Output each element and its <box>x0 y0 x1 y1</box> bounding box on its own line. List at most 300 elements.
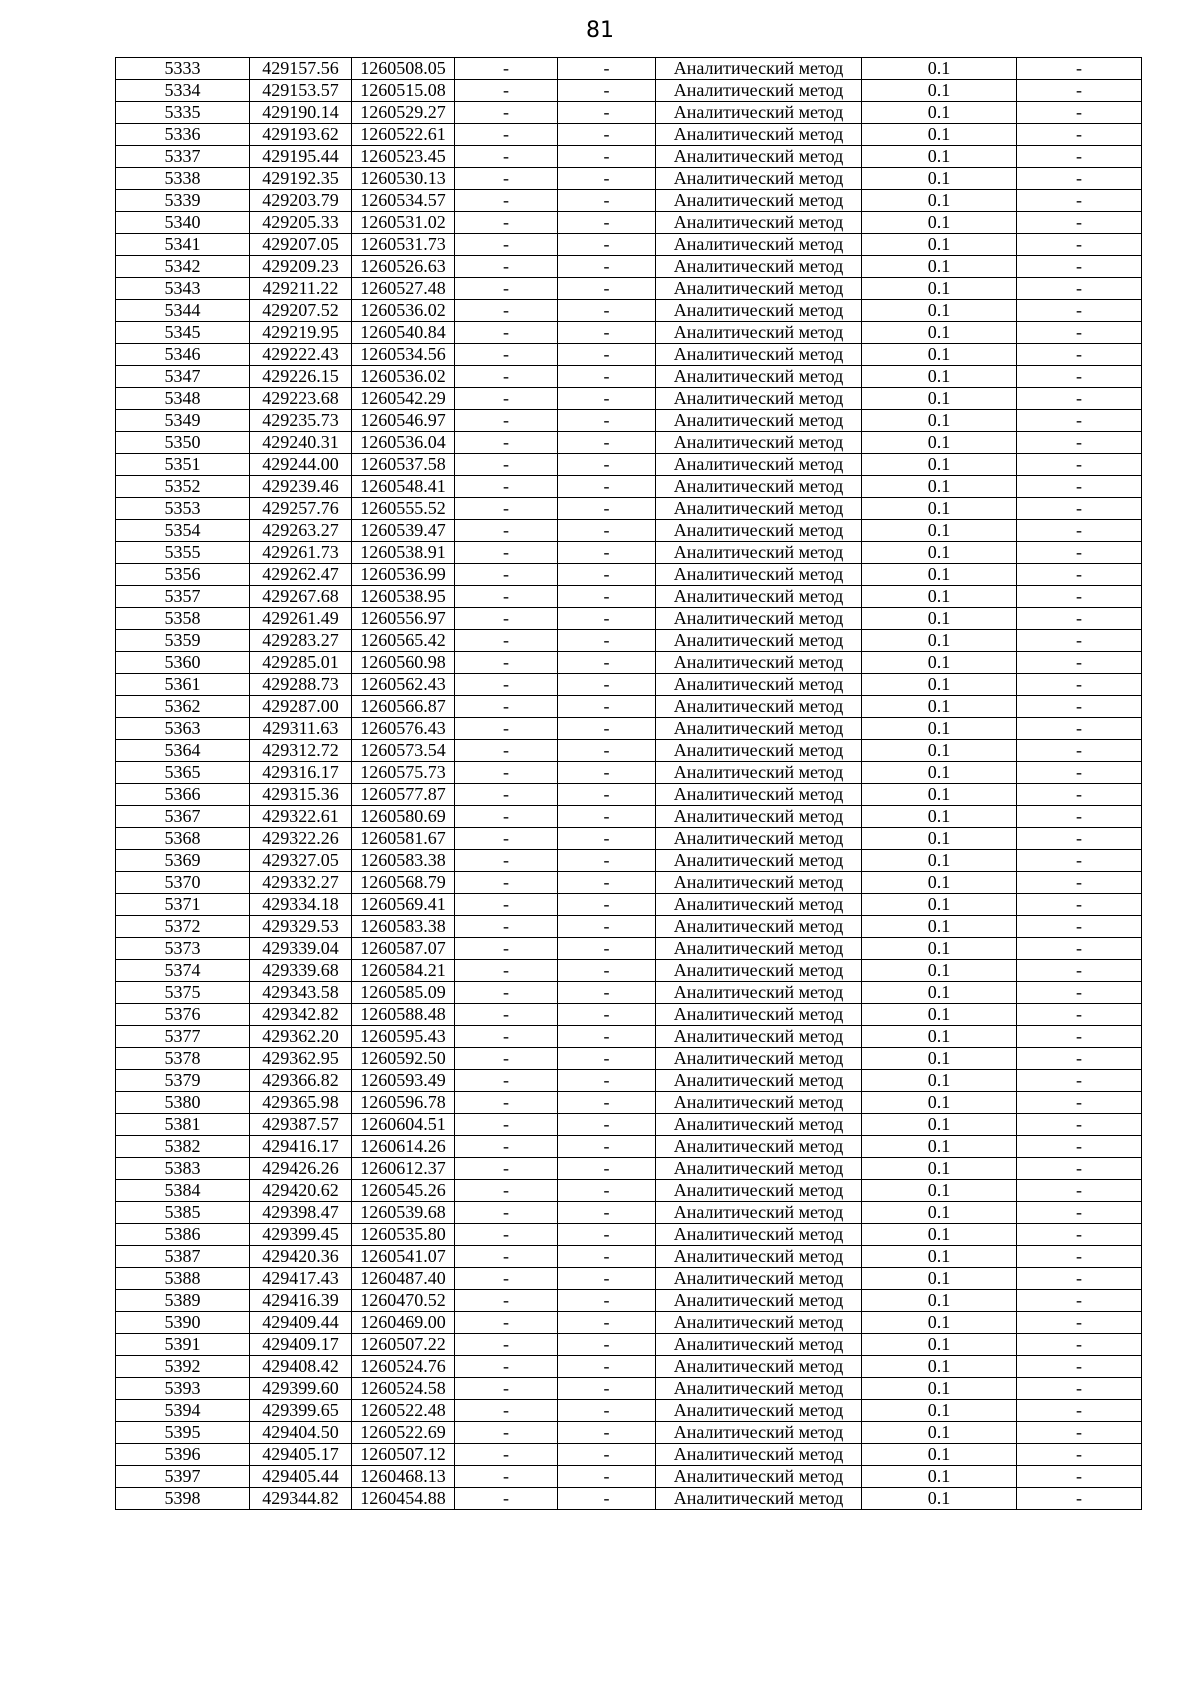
accuracy-cell: 0.1 <box>862 1004 1017 1026</box>
x-coordinate-cell: 429420.62 <box>250 1180 352 1202</box>
accuracy-cell: 0.1 <box>862 960 1017 982</box>
method-cell: Аналитический метод <box>656 1202 862 1224</box>
method-cell: Аналитический метод <box>656 586 862 608</box>
accuracy-cell: 0.1 <box>862 1246 1017 1268</box>
dash-cell: - <box>558 410 656 432</box>
dash-cell: - <box>558 762 656 784</box>
point-number-cell: 5362 <box>116 696 250 718</box>
point-number-cell: 5348 <box>116 388 250 410</box>
x-coordinate-cell: 429405.44 <box>250 1466 352 1488</box>
table-row <box>116 762 1142 784</box>
dash-cell: - <box>455 1378 558 1400</box>
x-coordinate-cell: 429153.57 <box>250 80 352 102</box>
method-cell: Аналитический метод <box>656 630 862 652</box>
dash-cell: - <box>455 542 558 564</box>
accuracy-cell: 0.1 <box>862 696 1017 718</box>
method-cell: Аналитический метод <box>656 718 862 740</box>
dash-cell: - <box>558 1444 656 1466</box>
point-number-cell: 5372 <box>116 916 250 938</box>
method-cell: Аналитический метод <box>656 1312 862 1334</box>
y-coordinate-cell: 1260612.37 <box>352 1158 455 1180</box>
point-number-cell: 5349 <box>116 410 250 432</box>
point-number-cell: 5386 <box>116 1224 250 1246</box>
dash-cell: - <box>1017 1202 1142 1224</box>
table-row <box>116 102 1142 124</box>
dash-cell: - <box>455 190 558 212</box>
method-cell: Аналитический метод <box>656 652 862 674</box>
point-number-cell: 5383 <box>116 1158 250 1180</box>
y-coordinate-cell: 1260536.04 <box>352 432 455 454</box>
point-number-cell: 5395 <box>116 1422 250 1444</box>
dash-cell: - <box>455 256 558 278</box>
table-row <box>116 916 1142 938</box>
dash-cell: - <box>455 564 558 586</box>
method-cell: Аналитический метод <box>656 806 862 828</box>
dash-cell: - <box>1017 1048 1142 1070</box>
accuracy-cell: 0.1 <box>862 1356 1017 1378</box>
dash-cell: - <box>558 1180 656 1202</box>
table-row <box>116 828 1142 850</box>
dash-cell: - <box>558 124 656 146</box>
point-number-cell: 5364 <box>116 740 250 762</box>
y-coordinate-cell: 1260593.49 <box>352 1070 455 1092</box>
dash-cell: - <box>1017 1290 1142 1312</box>
point-number-cell: 5371 <box>116 894 250 916</box>
x-coordinate-cell: 429362.95 <box>250 1048 352 1070</box>
method-cell: Аналитический метод <box>656 1180 862 1202</box>
dash-cell: - <box>1017 982 1142 1004</box>
accuracy-cell: 0.1 <box>862 828 1017 850</box>
table-row <box>116 960 1142 982</box>
point-number-cell: 5354 <box>116 520 250 542</box>
dash-cell: - <box>1017 1312 1142 1334</box>
point-number-cell: 5384 <box>116 1180 250 1202</box>
method-cell: Аналитический метод <box>656 102 862 124</box>
table-row <box>116 542 1142 564</box>
accuracy-cell: 0.1 <box>862 762 1017 784</box>
dash-cell: - <box>558 1004 656 1026</box>
x-coordinate-cell: 429267.68 <box>250 586 352 608</box>
y-coordinate-cell: 1260539.47 <box>352 520 455 542</box>
dash-cell: - <box>455 1202 558 1224</box>
dash-cell: - <box>455 80 558 102</box>
table-row <box>116 1312 1142 1334</box>
accuracy-cell: 0.1 <box>862 256 1017 278</box>
x-coordinate-cell: 429209.23 <box>250 256 352 278</box>
accuracy-cell: 0.1 <box>862 1312 1017 1334</box>
dash-cell: - <box>558 586 656 608</box>
dash-cell: - <box>455 58 558 80</box>
dash-cell: - <box>558 322 656 344</box>
dash-cell: - <box>1017 784 1142 806</box>
dash-cell: - <box>1017 1092 1142 1114</box>
method-cell: Аналитический метод <box>656 1004 862 1026</box>
method-cell: Аналитический метод <box>656 520 862 542</box>
point-number-cell: 5368 <box>116 828 250 850</box>
dash-cell: - <box>1017 696 1142 718</box>
dash-cell: - <box>455 652 558 674</box>
dash-cell: - <box>1017 278 1142 300</box>
dash-cell: - <box>1017 366 1142 388</box>
dash-cell: - <box>1017 718 1142 740</box>
y-coordinate-cell: 1260538.91 <box>352 542 455 564</box>
dash-cell: - <box>558 432 656 454</box>
dash-cell: - <box>455 366 558 388</box>
method-cell: Аналитический метод <box>656 58 862 80</box>
y-coordinate-cell: 1260560.98 <box>352 652 455 674</box>
accuracy-cell: 0.1 <box>862 1400 1017 1422</box>
dash-cell: - <box>558 1400 656 1422</box>
table-row <box>116 1136 1142 1158</box>
y-coordinate-cell: 1260534.57 <box>352 190 455 212</box>
dash-cell: - <box>455 322 558 344</box>
table-row <box>116 894 1142 916</box>
y-coordinate-cell: 1260555.52 <box>352 498 455 520</box>
y-coordinate-cell: 1260583.38 <box>352 916 455 938</box>
point-number-cell: 5377 <box>116 1026 250 1048</box>
dash-cell: - <box>1017 80 1142 102</box>
table-row <box>116 696 1142 718</box>
point-number-cell: 5343 <box>116 278 250 300</box>
dash-cell: - <box>455 300 558 322</box>
method-cell: Аналитический метод <box>656 850 862 872</box>
x-coordinate-cell: 429417.43 <box>250 1268 352 1290</box>
x-coordinate-cell: 429192.35 <box>250 168 352 190</box>
method-cell: Аналитический метод <box>656 1158 862 1180</box>
dash-cell: - <box>455 1092 558 1114</box>
table-row <box>116 322 1142 344</box>
point-number-cell: 5344 <box>116 300 250 322</box>
y-coordinate-cell: 1260614.26 <box>352 1136 455 1158</box>
dash-cell: - <box>455 674 558 696</box>
dash-cell: - <box>1017 1114 1142 1136</box>
x-coordinate-cell: 429222.43 <box>250 344 352 366</box>
table-row <box>116 234 1142 256</box>
point-number-cell: 5346 <box>116 344 250 366</box>
x-coordinate-cell: 429283.27 <box>250 630 352 652</box>
point-number-cell: 5360 <box>116 652 250 674</box>
dash-cell: - <box>1017 1488 1142 1510</box>
dash-cell: - <box>558 938 656 960</box>
dash-cell: - <box>1017 102 1142 124</box>
accuracy-cell: 0.1 <box>862 190 1017 212</box>
coordinates-table <box>115 57 1142 1510</box>
accuracy-cell: 0.1 <box>862 850 1017 872</box>
y-coordinate-cell: 1260524.58 <box>352 1378 455 1400</box>
point-number-cell: 5357 <box>116 586 250 608</box>
dash-cell: - <box>1017 322 1142 344</box>
table-row <box>116 872 1142 894</box>
method-cell: Аналитический метод <box>656 542 862 564</box>
point-number-cell: 5397 <box>116 1466 250 1488</box>
dash-cell: - <box>558 1246 656 1268</box>
point-number-cell: 5366 <box>116 784 250 806</box>
dash-cell: - <box>1017 212 1142 234</box>
table-row <box>116 982 1142 1004</box>
dash-cell: - <box>558 872 656 894</box>
dash-cell: - <box>1017 542 1142 564</box>
dash-cell: - <box>1017 234 1142 256</box>
method-cell: Аналитический метод <box>656 234 862 256</box>
dash-cell: - <box>558 256 656 278</box>
accuracy-cell: 0.1 <box>862 520 1017 542</box>
accuracy-cell: 0.1 <box>862 608 1017 630</box>
table-row <box>116 1444 1142 1466</box>
dash-cell: - <box>558 1092 656 1114</box>
y-coordinate-cell: 1260531.73 <box>352 234 455 256</box>
x-coordinate-cell: 429404.50 <box>250 1422 352 1444</box>
method-cell: Аналитический метод <box>656 828 862 850</box>
table-row <box>116 718 1142 740</box>
method-cell: Аналитический метод <box>656 300 862 322</box>
table-row <box>116 366 1142 388</box>
table-row <box>116 1246 1142 1268</box>
dash-cell: - <box>1017 1334 1142 1356</box>
y-coordinate-cell: 1260596.78 <box>352 1092 455 1114</box>
dash-cell: - <box>558 1268 656 1290</box>
dash-cell: - <box>558 58 656 80</box>
accuracy-cell: 0.1 <box>862 212 1017 234</box>
y-coordinate-cell: 1260568.79 <box>352 872 455 894</box>
dash-cell: - <box>455 1158 558 1180</box>
dash-cell: - <box>1017 1180 1142 1202</box>
table-row <box>116 212 1142 234</box>
y-coordinate-cell: 1260562.43 <box>352 674 455 696</box>
y-coordinate-cell: 1260588.48 <box>352 1004 455 1026</box>
table-row <box>116 58 1142 80</box>
dash-cell: - <box>558 1114 656 1136</box>
y-coordinate-cell: 1260531.02 <box>352 212 455 234</box>
y-coordinate-cell: 1260540.84 <box>352 322 455 344</box>
table-row <box>116 1114 1142 1136</box>
dash-cell: - <box>455 498 558 520</box>
dash-cell: - <box>1017 1422 1142 1444</box>
point-number-cell: 5342 <box>116 256 250 278</box>
table-row <box>116 1290 1142 1312</box>
table-row <box>116 454 1142 476</box>
y-coordinate-cell: 1260556.97 <box>352 608 455 630</box>
y-coordinate-cell: 1260581.67 <box>352 828 455 850</box>
dash-cell: - <box>1017 432 1142 454</box>
x-coordinate-cell: 429190.14 <box>250 102 352 124</box>
method-cell: Аналитический метод <box>656 168 862 190</box>
point-number-cell: 5388 <box>116 1268 250 1290</box>
table-row <box>116 1070 1142 1092</box>
y-coordinate-cell: 1260470.52 <box>352 1290 455 1312</box>
dash-cell: - <box>455 1400 558 1422</box>
y-coordinate-cell: 1260539.68 <box>352 1202 455 1224</box>
x-coordinate-cell: 429405.17 <box>250 1444 352 1466</box>
point-number-cell: 5378 <box>116 1048 250 1070</box>
dash-cell: - <box>1017 1466 1142 1488</box>
dash-cell: - <box>1017 498 1142 520</box>
dash-cell: - <box>1017 146 1142 168</box>
x-coordinate-cell: 429316.17 <box>250 762 352 784</box>
dash-cell: - <box>558 212 656 234</box>
dash-cell: - <box>455 1180 558 1202</box>
dash-cell: - <box>558 1334 656 1356</box>
dash-cell: - <box>558 520 656 542</box>
accuracy-cell: 0.1 <box>862 586 1017 608</box>
table-row <box>116 80 1142 102</box>
x-coordinate-cell: 429207.52 <box>250 300 352 322</box>
y-coordinate-cell: 1260523.45 <box>352 146 455 168</box>
dash-cell: - <box>455 1466 558 1488</box>
method-cell: Аналитический метод <box>656 1136 862 1158</box>
x-coordinate-cell: 429420.36 <box>250 1246 352 1268</box>
point-number-cell: 5387 <box>116 1246 250 1268</box>
dash-cell: - <box>455 454 558 476</box>
table-row <box>116 1400 1142 1422</box>
x-coordinate-cell: 429344.82 <box>250 1488 352 1510</box>
dash-cell: - <box>558 1224 656 1246</box>
table-row <box>116 190 1142 212</box>
method-cell: Аналитический метод <box>656 278 862 300</box>
dash-cell: - <box>1017 124 1142 146</box>
dash-cell: - <box>558 190 656 212</box>
y-coordinate-cell: 1260526.63 <box>352 256 455 278</box>
dash-cell: - <box>558 300 656 322</box>
accuracy-cell: 0.1 <box>862 476 1017 498</box>
dash-cell: - <box>1017 740 1142 762</box>
y-coordinate-cell: 1260530.13 <box>352 168 455 190</box>
accuracy-cell: 0.1 <box>862 278 1017 300</box>
dash-cell: - <box>455 234 558 256</box>
method-cell: Аналитический метод <box>656 1356 862 1378</box>
point-number-cell: 5338 <box>116 168 250 190</box>
point-number-cell: 5393 <box>116 1378 250 1400</box>
dash-cell: - <box>455 916 558 938</box>
accuracy-cell: 0.1 <box>862 872 1017 894</box>
point-number-cell: 5369 <box>116 850 250 872</box>
point-number-cell: 5363 <box>116 718 250 740</box>
y-coordinate-cell: 1260542.29 <box>352 388 455 410</box>
accuracy-cell: 0.1 <box>862 1290 1017 1312</box>
x-coordinate-cell: 429387.57 <box>250 1114 352 1136</box>
table-row <box>116 630 1142 652</box>
y-coordinate-cell: 1260507.12 <box>352 1444 455 1466</box>
table-row <box>116 256 1142 278</box>
accuracy-cell: 0.1 <box>862 740 1017 762</box>
dash-cell: - <box>1017 344 1142 366</box>
point-number-cell: 5381 <box>116 1114 250 1136</box>
dash-cell: - <box>558 366 656 388</box>
dash-cell: - <box>1017 58 1142 80</box>
x-coordinate-cell: 429239.46 <box>250 476 352 498</box>
point-number-cell: 5396 <box>116 1444 250 1466</box>
table-row <box>116 344 1142 366</box>
accuracy-cell: 0.1 <box>862 652 1017 674</box>
dash-cell: - <box>455 1422 558 1444</box>
x-coordinate-cell: 429235.73 <box>250 410 352 432</box>
point-number-cell: 5376 <box>116 1004 250 1026</box>
point-number-cell: 5356 <box>116 564 250 586</box>
dash-cell: - <box>455 982 558 1004</box>
method-cell: Аналитический метод <box>656 1026 862 1048</box>
dash-cell: - <box>558 476 656 498</box>
point-number-cell: 5355 <box>116 542 250 564</box>
table-row <box>116 1180 1142 1202</box>
dash-cell: - <box>1017 1070 1142 1092</box>
dash-cell: - <box>455 124 558 146</box>
dash-cell: - <box>558 1488 656 1510</box>
method-cell: Аналитический метод <box>656 124 862 146</box>
point-number-cell: 5337 <box>116 146 250 168</box>
dash-cell: - <box>1017 916 1142 938</box>
dash-cell: - <box>558 1378 656 1400</box>
dash-cell: - <box>455 960 558 982</box>
x-coordinate-cell: 429399.60 <box>250 1378 352 1400</box>
point-number-cell: 5340 <box>116 212 250 234</box>
y-coordinate-cell: 1260524.76 <box>352 1356 455 1378</box>
accuracy-cell: 0.1 <box>862 454 1017 476</box>
accuracy-cell: 0.1 <box>862 1202 1017 1224</box>
method-cell: Аналитический метод <box>656 366 862 388</box>
dash-cell: - <box>558 1356 656 1378</box>
accuracy-cell: 0.1 <box>862 366 1017 388</box>
table-row <box>116 1488 1142 1510</box>
accuracy-cell: 0.1 <box>862 1378 1017 1400</box>
y-coordinate-cell: 1260522.48 <box>352 1400 455 1422</box>
accuracy-cell: 0.1 <box>862 806 1017 828</box>
dash-cell: - <box>558 1048 656 1070</box>
dash-cell: - <box>558 784 656 806</box>
table-row <box>116 608 1142 630</box>
dash-cell: - <box>455 630 558 652</box>
dash-cell: - <box>1017 1136 1142 1158</box>
dash-cell: - <box>558 608 656 630</box>
method-cell: Аналитический метод <box>656 432 862 454</box>
x-coordinate-cell: 429207.05 <box>250 234 352 256</box>
accuracy-cell: 0.1 <box>862 1136 1017 1158</box>
x-coordinate-cell: 429157.56 <box>250 58 352 80</box>
y-coordinate-cell: 1260541.07 <box>352 1246 455 1268</box>
table-row <box>116 674 1142 696</box>
x-coordinate-cell: 429223.68 <box>250 388 352 410</box>
table-row <box>116 1004 1142 1026</box>
y-coordinate-cell: 1260527.48 <box>352 278 455 300</box>
accuracy-cell: 0.1 <box>862 1268 1017 1290</box>
dash-cell: - <box>455 894 558 916</box>
method-cell: Аналитический метод <box>656 762 862 784</box>
method-cell: Аналитический метод <box>656 872 862 894</box>
accuracy-cell: 0.1 <box>862 1070 1017 1092</box>
dash-cell: - <box>558 652 656 674</box>
y-coordinate-cell: 1260584.21 <box>352 960 455 982</box>
dash-cell: - <box>1017 1246 1142 1268</box>
dash-cell: - <box>558 718 656 740</box>
x-coordinate-cell: 429339.68 <box>250 960 352 982</box>
x-coordinate-cell: 429322.26 <box>250 828 352 850</box>
accuracy-cell: 0.1 <box>862 1488 1017 1510</box>
y-coordinate-cell: 1260536.02 <box>352 366 455 388</box>
dash-cell: - <box>558 982 656 1004</box>
dash-cell: - <box>455 938 558 960</box>
y-coordinate-cell: 1260487.40 <box>352 1268 455 1290</box>
method-cell: Аналитический метод <box>656 696 862 718</box>
dash-cell: - <box>1017 520 1142 542</box>
x-coordinate-cell: 429219.95 <box>250 322 352 344</box>
x-coordinate-cell: 429329.53 <box>250 916 352 938</box>
table-row <box>116 784 1142 806</box>
dash-cell: - <box>1017 300 1142 322</box>
dash-cell: - <box>558 1158 656 1180</box>
dash-cell: - <box>1017 806 1142 828</box>
x-coordinate-cell: 429257.76 <box>250 498 352 520</box>
point-number-cell: 5345 <box>116 322 250 344</box>
dash-cell: - <box>1017 586 1142 608</box>
accuracy-cell: 0.1 <box>862 1114 1017 1136</box>
